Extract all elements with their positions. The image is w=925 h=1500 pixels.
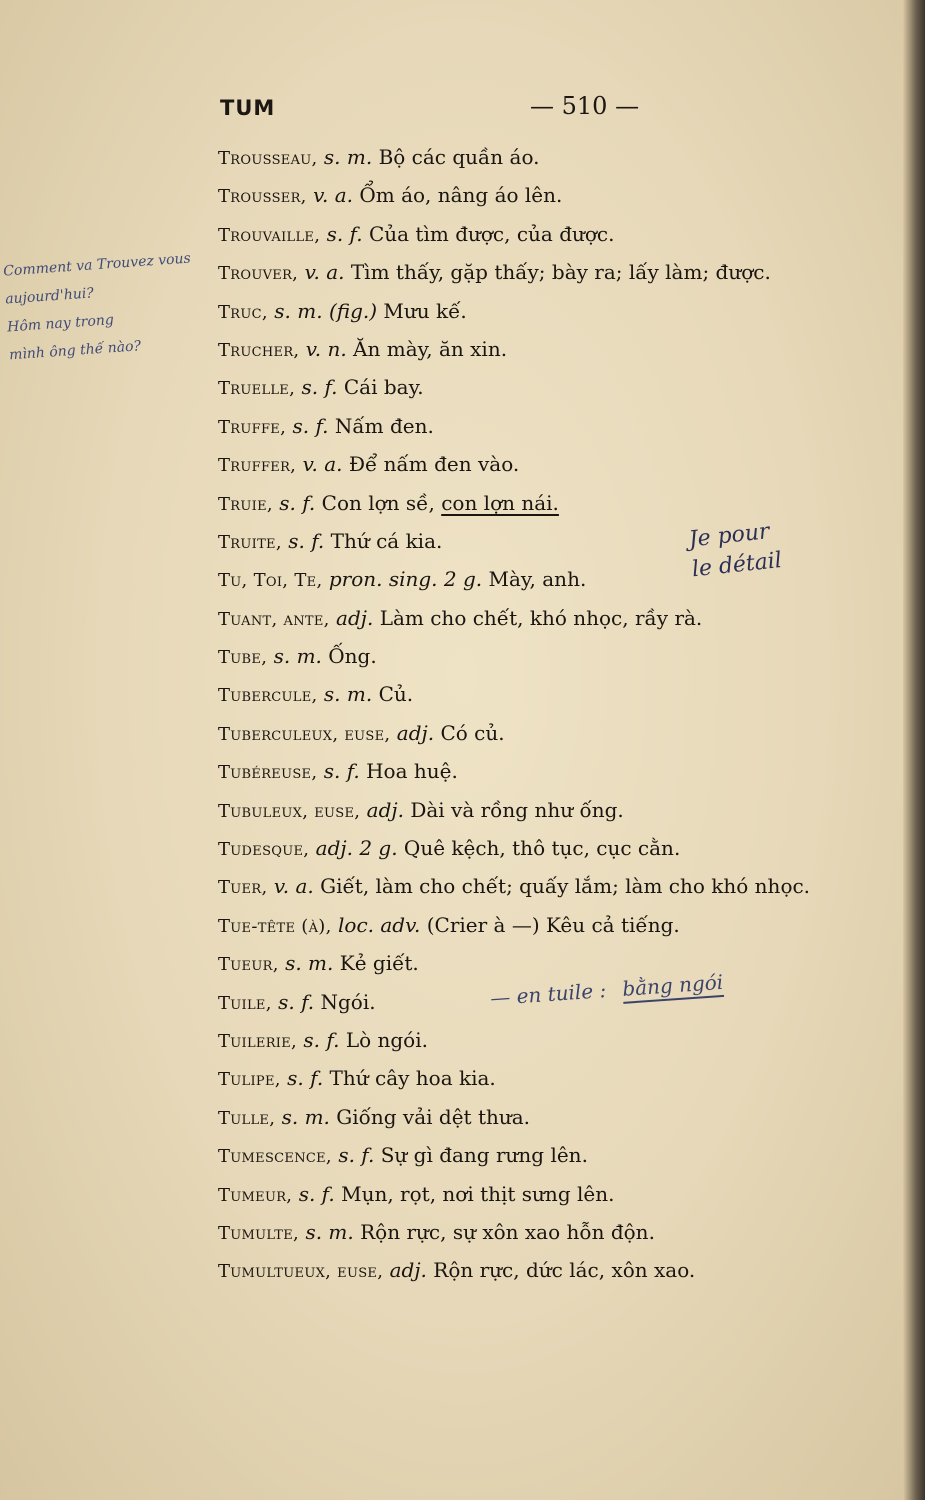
entry-headword: Trousser,	[218, 186, 307, 208]
entry-headword: Tumescence,	[218, 1146, 332, 1168]
entry-headword: Trouver,	[218, 263, 299, 285]
entry-grammar: s. f.	[303, 1027, 340, 1052]
entry-grammar: s. m.	[323, 682, 373, 707]
entry-gloss: Tìm thấy, gặp thấy; bày ra; lấy làm; được.	[350, 260, 771, 285]
dictionary-entry	[218, 1136, 908, 1174]
handwritten-line: Comment va Trouvez vous	[2, 250, 192, 280]
entry-gloss: Thứ cây hoa kia.	[329, 1066, 496, 1091]
entry-headword: Tuer,	[218, 877, 268, 899]
entry-headword: Tuant, ante,	[218, 608, 330, 630]
entry-gloss: Để nấm đen vào.	[348, 452, 520, 477]
entry-headword: Tulle,	[218, 1107, 276, 1129]
entry-gloss: Giống vải dệt thưa.	[336, 1104, 531, 1129]
dictionary-entry	[218, 944, 908, 982]
entry-gloss: Giết, làm cho chết; quấy lắm; làm cho khó nhọc.	[320, 874, 811, 899]
entry-headword: Tuile,	[218, 992, 272, 1014]
entry-grammar: pron. sing. 2 g.	[328, 567, 483, 592]
entry-gloss: Bộ các quần áo.	[378, 145, 540, 169]
dictionary-entry	[218, 292, 908, 330]
entry-headword: Truffer,	[218, 455, 297, 477]
entry-grammar: v. a.	[304, 260, 345, 285]
entry-gloss: Nấm đen.	[334, 413, 434, 438]
entry-headword: Trucher,	[218, 339, 300, 361]
entry-grammar: s. m.	[273, 644, 322, 669]
entry-grammar: s. f.	[278, 989, 315, 1014]
entry-grammar: s. f.	[298, 1181, 335, 1206]
entry-grammar: s. f.	[288, 528, 325, 553]
entry-gloss: (Crier à —) Kêu cả tiếng.	[426, 912, 680, 937]
entry-gloss: Cái bay.	[343, 375, 424, 400]
dictionary-entries	[218, 138, 908, 1290]
entry-gloss: Mưu kế.	[383, 298, 467, 323]
dictionary-entry	[218, 637, 908, 675]
dictionary-entry	[218, 714, 908, 752]
entry-headword: Truelle,	[218, 378, 296, 400]
handwritten-note-left	[2, 243, 224, 370]
running-head: TUM	[220, 96, 276, 120]
entry-headword: Tudesque,	[218, 839, 310, 861]
handwritten-line: Hôm nay trong	[6, 312, 115, 336]
entry-headword: Truie,	[218, 493, 273, 515]
entry-grammar: s. f.	[323, 759, 360, 784]
entry-headword: Trousseau,	[218, 148, 318, 169]
entry-grammar: s. f.	[287, 1066, 324, 1091]
entry-grammar: s. f.	[326, 221, 363, 246]
entry-grammar: adj.	[396, 720, 435, 745]
page-number: — 510 —	[530, 92, 640, 120]
dictionary-entry	[218, 215, 908, 253]
handwritten-note-tuile-fr: — en tuile :	[489, 978, 607, 1011]
entry-headword: Tue-tête (à),	[218, 915, 332, 937]
entry-headword: Tubéreuse,	[218, 762, 318, 784]
dictionary-entry	[218, 675, 908, 713]
entry-grammar: s. m.	[285, 951, 334, 976]
entry-gloss-underlined: con lợn nái.	[441, 490, 559, 515]
entry-gloss: Hoa huệ.	[366, 759, 458, 784]
entry-gloss: Có củ.	[440, 720, 505, 745]
entry-gloss: Ống.	[328, 644, 377, 669]
handwritten-line: mình ông thế nào?	[8, 338, 142, 364]
dictionary-entry	[218, 599, 908, 637]
handwritten-line: aujourd'hui?	[4, 285, 95, 308]
dictionary-entry	[218, 1059, 908, 1097]
entry-headword: Trouvaille,	[218, 224, 321, 246]
entry-grammar: v. a.	[313, 183, 353, 208]
entry-headword: Tuberculeux, euse,	[218, 723, 391, 745]
entry-headword: Tube,	[218, 647, 268, 669]
dictionary-entry	[218, 791, 908, 829]
dictionary-entry	[218, 368, 908, 406]
entry-headword: Truite,	[218, 531, 282, 553]
dictionary-entry	[218, 752, 908, 790]
entry-headword: Truffe,	[218, 416, 287, 438]
entry-grammar: loc. adv.	[338, 912, 421, 937]
dictionary-entry	[218, 330, 908, 368]
dictionary-entry	[218, 867, 908, 905]
dictionary-entry	[218, 445, 908, 483]
entry-grammar: s. m.	[305, 1219, 354, 1244]
entry-grammar: s. m. (fig.)	[274, 298, 378, 323]
handwritten-line: le détail	[690, 548, 784, 583]
entry-gloss: Củ.	[378, 682, 414, 707]
entry-gloss: Làm cho chết, khó nhọc, rầy rà.	[379, 605, 703, 630]
entry-grammar: v. n.	[305, 336, 347, 361]
entry-gloss: Thứ cá kia.	[330, 528, 443, 553]
entry-gloss: Sự gì đang rưng lên.	[380, 1143, 588, 1168]
entry-gloss: Rộn rực, sự xôn xao hỗn độn.	[360, 1219, 655, 1244]
entry-grammar: s. f.	[301, 375, 338, 400]
dictionary-entry	[218, 407, 908, 445]
entry-grammar: v. a.	[302, 452, 343, 477]
entry-gloss: Con lợn sề,	[321, 490, 435, 515]
entry-gloss: Của tìm được, của được.	[368, 221, 615, 246]
entry-grammar: adj. 2 g.	[315, 836, 398, 861]
dictionary-entry	[218, 906, 908, 944]
entry-headword: Tueur,	[218, 954, 279, 976]
entry-headword: Tuilerie,	[218, 1030, 298, 1052]
dictionary-entry	[218, 1251, 908, 1289]
entry-grammar: adj.	[336, 605, 374, 630]
entry-headword: Tumeur,	[218, 1184, 293, 1206]
entry-gloss: Ổm áo, nâng áo lên.	[359, 183, 563, 208]
entry-grammar: s. f.	[338, 1143, 375, 1168]
dictionary-entry	[218, 1021, 908, 1059]
entry-grammar: adj.	[389, 1258, 427, 1283]
entry-headword: Tubercule,	[218, 685, 318, 707]
entry-headword: Tumulte,	[218, 1222, 300, 1244]
entry-headword: Truc,	[218, 301, 268, 323]
entry-gloss: Mày, anh.	[488, 567, 587, 592]
dictionary-entry	[218, 176, 908, 214]
dictionary-entry	[218, 829, 908, 867]
entry-gloss: Ăn mày, ăn xin.	[353, 336, 508, 361]
entry-gloss: Ngói.	[320, 989, 376, 1014]
dictionary-entry	[218, 138, 908, 176]
dictionary-entry	[218, 1213, 908, 1251]
handwritten-line: Je pour	[687, 519, 771, 553]
handwritten-note-tuile-viet: bằng ngói	[621, 969, 724, 1001]
entry-gloss: Lò ngói.	[345, 1027, 428, 1052]
dictionary-entry	[218, 1175, 908, 1213]
entry-grammar: s. m.	[281, 1104, 330, 1129]
entry-grammar: adj.	[366, 797, 404, 822]
entry-headword: Tu, Toi, Te,	[218, 570, 323, 592]
entry-gloss: Rộn rực, dức lác, xôn xao.	[433, 1258, 696, 1283]
dictionary-entry	[218, 253, 908, 291]
page-header	[220, 92, 640, 126]
entry-grammar: s. m.	[323, 145, 373, 169]
entry-headword: Tubuleux, euse,	[218, 800, 361, 822]
entry-gloss: Kẻ giết.	[339, 951, 419, 976]
entry-grammar: s. f.	[292, 413, 329, 438]
entry-gloss: Quê kệch, thô tục, cục cằn.	[403, 836, 681, 861]
entry-gloss: Mụn, rọt, nơi thịt sưng lên.	[341, 1181, 615, 1206]
dictionary-entry	[218, 1098, 908, 1136]
entry-grammar: v. a.	[273, 874, 314, 899]
entry-headword: Tumultueux, euse,	[218, 1261, 384, 1283]
entry-headword: Tulipe,	[218, 1069, 281, 1091]
entry-gloss: Dài và rồng như ống.	[410, 797, 624, 822]
entry-grammar: s. f.	[279, 490, 316, 515]
